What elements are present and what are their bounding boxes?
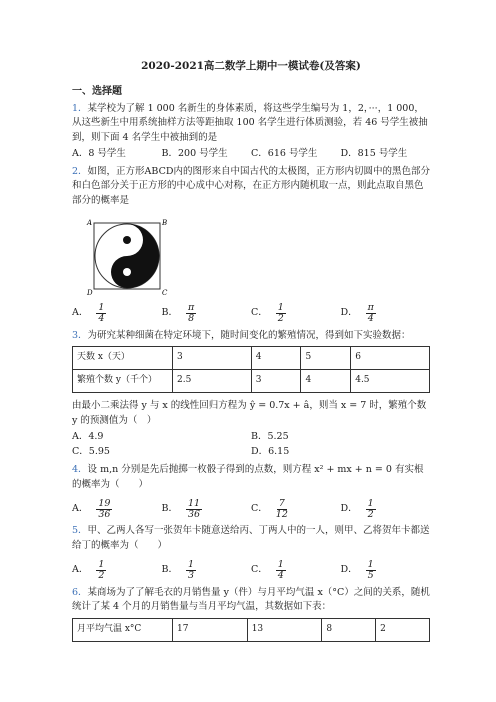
- vertex-label-c: C: [162, 288, 168, 297]
- table-row: [73, 347, 430, 370]
- data-table: [72, 618, 430, 642]
- table-cell: 月平均气温 x°C: [73, 619, 173, 642]
- option-c: C．5.95: [72, 446, 110, 458]
- table-cell: 4: [301, 370, 351, 393]
- question-3-options: [72, 430, 430, 460]
- option-b: B．5.25: [251, 430, 289, 442]
- question-text: 甲、乙两人各写一张贺年卡随意送给丙、丁两人中的一人，则甲、乙将贺年卡都送给丁的概率为（ ）: [72, 525, 430, 552]
- question-text: 某商场为了了解毛衣的月销售量 y（件）与月平均气温 x（°C）之间的关系，随机统计了某 4 个月的月销售量与当月平均气温，其数据如下表：: [72, 586, 430, 613]
- question-text: 为研究某种细菌在特定环境下，随时间变化的繁殖情况，得到如下实验数据：: [87, 329, 411, 341]
- question-2-options: [72, 303, 430, 325]
- option-d: D． $\frac{1}{2}$: [340, 497, 374, 521]
- table-cell: 5: [301, 347, 351, 370]
- option-a: A． $\frac{1}{4}$: [72, 301, 105, 325]
- question-5-options: [72, 560, 430, 582]
- option-d: D．6.15: [251, 446, 290, 458]
- question-number: 1．: [72, 102, 88, 114]
- question-number: 4．: [72, 464, 88, 476]
- option-b: B． $\frac{11}{36}$: [161, 497, 201, 521]
- table-cell: 3: [251, 370, 301, 393]
- question-1-options: [72, 147, 430, 162]
- table-row: [73, 370, 430, 393]
- option-c: C．616 号学生: [251, 147, 318, 159]
- question-number: 3．: [72, 329, 88, 341]
- option-d: D． $\frac{1}{5}$: [340, 558, 374, 582]
- question-3-continued: 由最小二乘法得 y 与 x 的线性回归方程为 ŷ = 0.7x + â，则当 x = 7 时，繁殖个数 y 的预测值为（ ）: [72, 400, 427, 426]
- option-d: D． $\frac{\pi}{4}$: [340, 301, 374, 325]
- table-cell: 13: [247, 619, 322, 642]
- table-cell: 繁殖个数 y（千个）: [73, 370, 173, 393]
- table-cell: 17: [173, 619, 248, 642]
- option-b: B．200 号学生: [161, 147, 228, 159]
- vertex-label-d: D: [87, 288, 93, 297]
- option-a: A． $\frac{19}{36}$: [72, 497, 111, 521]
- table-cell: 8: [322, 619, 376, 642]
- question-text: 设 m,n 分别是先后抛掷一枚骰子得到的点数，则方程 x² + mx + n = 0 有实根的概率为（ ）: [72, 464, 424, 490]
- question-2: [72, 165, 430, 209]
- table-cell: 天数 x（天）: [73, 347, 173, 370]
- question-3: [72, 329, 430, 344]
- question-number: 6．: [72, 586, 88, 598]
- option-b: B． $\frac{1}{3}$: [161, 558, 195, 582]
- question-number: 2．: [72, 165, 88, 177]
- vertex-label-a: A: [87, 218, 93, 227]
- option-a: A．8 号学生: [72, 147, 126, 159]
- question-5: [72, 524, 430, 553]
- table-row: [73, 619, 430, 642]
- question-4: [72, 463, 430, 492]
- section-heading: 一、选择题: [72, 86, 122, 98]
- table-cell: 3: [173, 347, 252, 370]
- option-c: C． $\frac{1}{2}$: [251, 301, 284, 325]
- data-table: [72, 346, 430, 393]
- option-a: A．4.9: [72, 430, 104, 442]
- page-title: 2020-2021高二数学上期中一模试卷(及答案): [141, 60, 361, 72]
- question-text: 如图，正方形ABCD内的图形来自中国古代的太极图，正方形内切圆中的黑色部分和白色部分关于正方形的中心成中心对称，在正方形内随机取一点，则此点取自黑色部分的概率是: [72, 165, 430, 207]
- question-4-options: [72, 499, 430, 521]
- table-cell: 4: [251, 347, 301, 370]
- question-text: 某学校为了解 1 000 名新生的身体素质，将这些学生编号为 1，2，···，1 000，从这些新生中用系统抽样方法等距抽取 100 名学生进行体质测验，若 46 号学生被抽到，则下面 4 名学生中被抽到的是: [72, 102, 428, 144]
- table-cell: 4.5: [351, 370, 430, 393]
- vertex-label-b: B: [162, 218, 168, 227]
- option-c: C． $\frac{1}{4}$: [251, 558, 284, 582]
- table-cell: 2: [376, 619, 430, 642]
- table-cell: 6: [351, 347, 430, 370]
- taiji-diagram: [86, 215, 168, 297]
- taiji-figure: [86, 215, 168, 297]
- option-b: B． $\frac{\pi}{8}$: [161, 301, 195, 325]
- question-6: [72, 586, 430, 615]
- table-cell: 2.5: [173, 370, 252, 393]
- option-c: C． $\frac{7}{12}$: [251, 497, 288, 521]
- question-number: 5．: [72, 525, 88, 537]
- question-1: [72, 102, 430, 146]
- option-d: D．815 号学生: [340, 147, 408, 159]
- option-a: A． $\frac{1}{2}$: [72, 558, 105, 582]
